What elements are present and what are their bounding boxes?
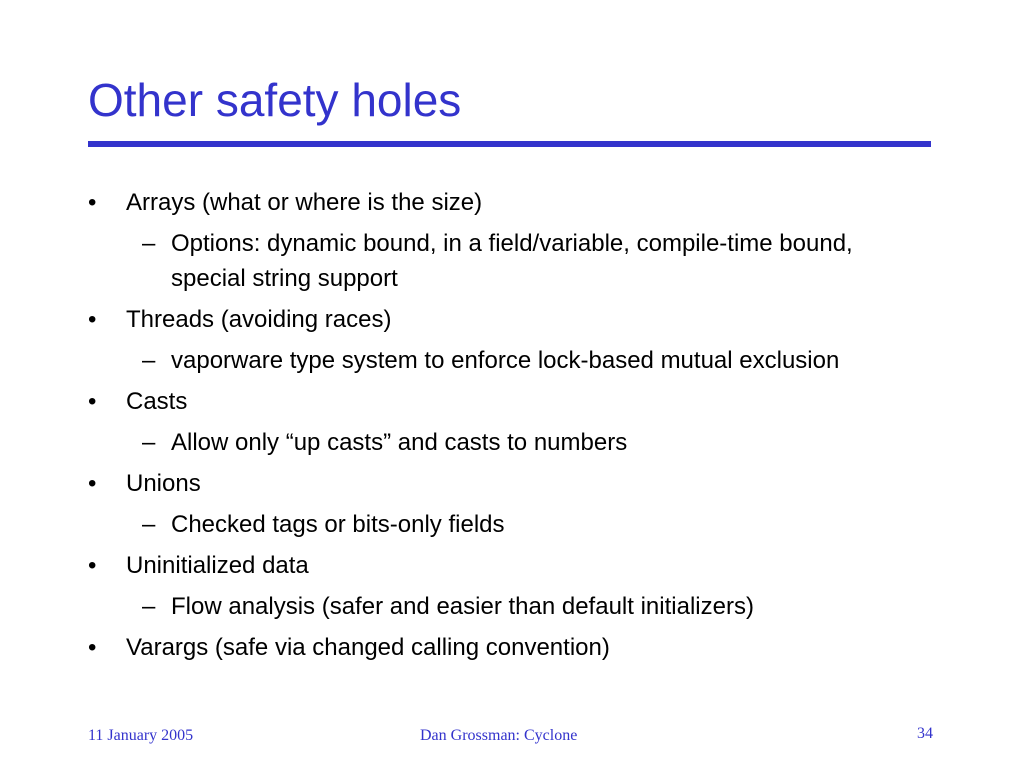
sub-bullet-text: Allow only “up casts” and casts to numbers [171,429,628,456]
bullet-text: Varargs (safe via changed calling convention) [126,634,610,661]
bullet-text: Unions [126,470,201,497]
sub-bullet-item [0,425,1024,460]
page-number: 34 [917,725,933,742]
bullet-item [0,466,1024,501]
bullet-text: Casts [126,388,188,415]
bullet-item [0,185,1024,220]
slide-title: Other safety holes [88,74,462,126]
sub-bullet-marker: – [142,347,156,374]
bullet-marker: • [88,388,97,415]
bullet-item [0,630,1024,665]
bullet-text: Threads (avoiding races) [126,306,392,333]
sub-bullet-text: Options: dynamic bound, in a field/variable, compile-time bound, special string support [171,230,853,292]
bullet-list [0,185,1024,665]
bullet-marker: • [88,552,97,579]
title-underline [88,141,931,147]
sub-bullet-item [0,589,1024,624]
bullet-marker: • [88,634,97,661]
footer-date: 11 January 2005 [88,727,194,744]
footer-author-title: Dan Grossman: Cyclone [420,727,578,744]
sub-bullet-marker: – [142,593,156,620]
sub-bullet-marker: – [142,511,156,538]
sub-bullet-item [0,343,1024,378]
bullet-item [0,302,1024,337]
sub-bullet-marker: – [142,429,156,456]
bullet-item [0,384,1024,419]
sub-bullet-item [0,507,1024,542]
bullet-text: Arrays (what or where is the size) [126,189,483,216]
bullet-marker: • [88,470,97,497]
sub-bullet-text: Flow analysis (safer and easier than default initializers) [171,593,754,620]
bullet-text: Uninitialized data [126,552,309,579]
bullet-marker: • [88,189,97,216]
bullet-item [0,548,1024,583]
sub-bullet-marker: – [142,230,156,257]
bullet-marker: • [88,306,97,333]
sub-bullet-item [0,226,1024,296]
sub-bullet-text: Checked tags or bits-only fields [171,511,505,538]
sub-bullet-text: vaporware type system to enforce lock-based mutual exclusion [171,347,840,374]
